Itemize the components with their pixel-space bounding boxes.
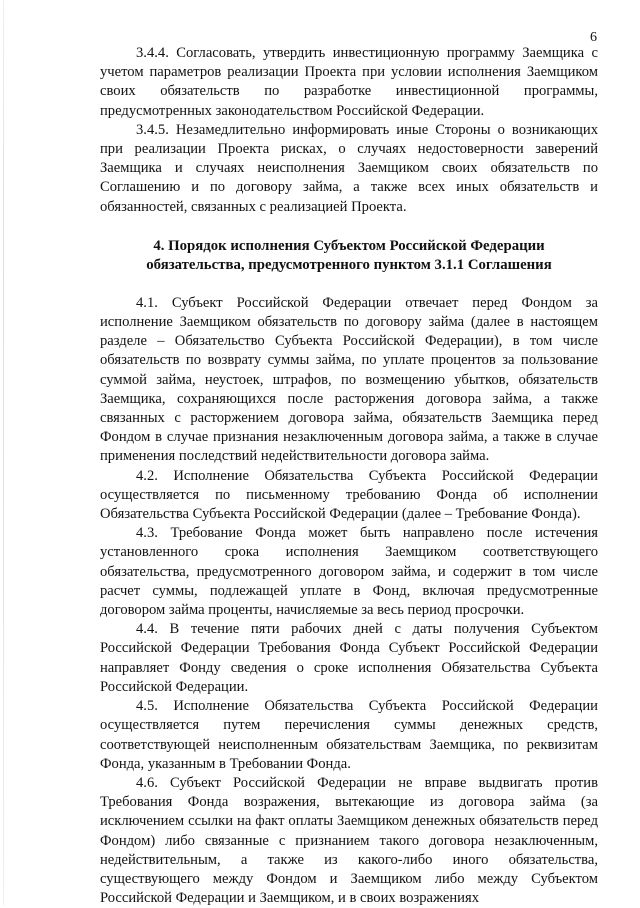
paragraph-4-4: 4.4. В течение пяти рабочих дней с даты получения Субъектом Российской Федерации Требования Фонда Субъект Российской Федерации направляет Фонду сведения о сроке исполнения Обязательства Субъекта Российской Федерации. [100,621,598,695]
paragraph-3-4-4: 3.4.4. Согласовать, утвердить инвестиционную программу Заемщика с учетом параметров реализации Проекта при условии исполнения Заемщиком своих обязательств по разработке инвестиционной программы, предусмотренных законодательством Российской Федерации. [100,45,598,119]
scan-edge [3,0,4,905]
paragraph-4-5: 4.5. Исполнение Обязательства Субъекта Российской Федерации осуществляется путем перечисления суммы денежных средств, соответствующей неисполненным обязательствам Заемщика, по реквизитам Фонда, указанным в Требовании Фонда. [100,698,598,772]
paragraph-4-3: 4.3. Требование Фонда может быть направлено после истечения установленного срока исполнения Заемщиком соответствующего обязательства, предусмотренного договором займа, и содержит в том числе расчет суммы, подлежащей уплате в Фонд, включая предусмотренные договором займа проценты, начисляемые за весь период просрочки. [100,525,598,619]
section-heading-line-1: 4. Порядок исполнения Субъектом Российской Федерации [153,237,545,254]
page-number: 6 [590,30,597,45]
section-heading [100,237,598,276]
paragraph-4-6: 4.6. Субъект Российской Федерации не вправе выдвигать против Требования Фонда возражения, вытекающие из договора займа (за исключением ссылки на факт оплаты Заемщиком денежных обязательств перед Фондом) либо связанные с признанием такого договора незаключенным, недействительным, а также из какого-либо иного обязательства, существующего между Фондом и Заемщиком либо между Субъектом Российской Федерации и Заемщиком, и в своих возражениях [100,774,598,907]
paragraph-4-1: 4.1. Субъект Российской Федерации отвечает перед Фондом за исполнение Заемщиком обязательств по договору займа (далее в настоящем разделе – Обязательство Субъекта Российской Федерации), в том числе обязательств по возврату суммы займа, по уплате процентов за пользование суммой займа, неустоек, штрафов, по возмещению убытков, обязательств Заемщика, сохраняющихся после расторжения договора займа, а также связанных с расторжением договора займа, обязательств Заемщика перед Фондом в случае признания незаключенным договора займа, а также в случае применения последствий недействительности договора займа. [100,294,598,465]
document-body [100,44,598,908]
section-heading-line-2: обязательства, предусмотренного пунктом 3.1.1 Соглашения [146,257,552,274]
paragraph-3-4-5: 3.4.5. Незамедлительно информировать иные Стороны о возникающих при реализации Проекта рисках, о случаях недостоверности заверений Заемщика и случаях неисполнения Заемщиком своих обязательств по Соглашению и по договору займа, а также всех иных обязательств и обязанностей, связанных с реализацией Проекта. [100,121,598,215]
paragraph-4-2: 4.2. Исполнение Обязательства Субъекта Российской Федерации осуществляется по письменному требованию Фонда об исполнении Обязательства Субъекта Российской Федерации (далее – Требование Фонда). [100,467,598,523]
